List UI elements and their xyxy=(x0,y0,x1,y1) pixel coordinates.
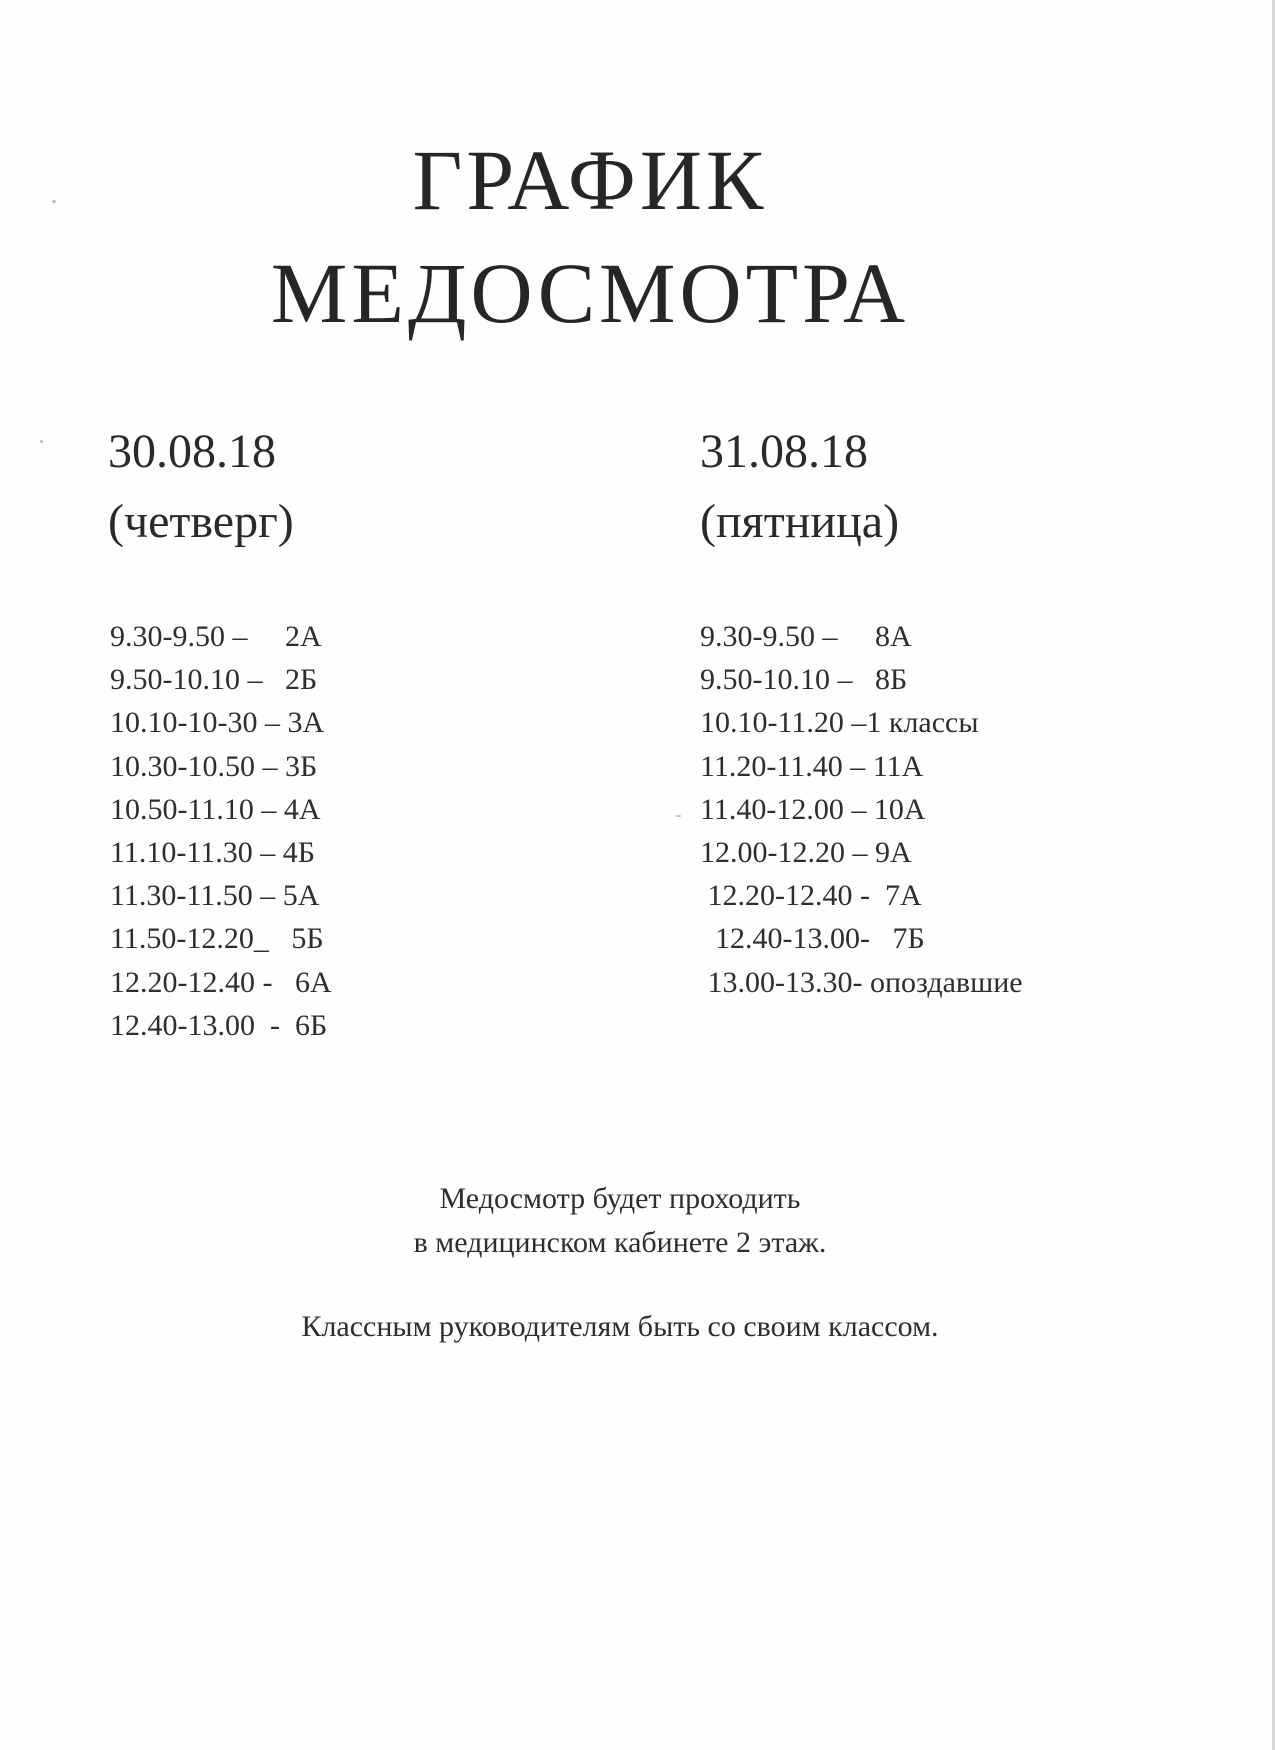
left-weekday: (четверг) xyxy=(108,495,294,548)
scan-speck xyxy=(40,440,43,443)
schedule-row: 11.40-12.00 – 10А xyxy=(700,792,926,826)
notice-line-1: Медосмотр будет проходить xyxy=(439,1182,801,1215)
schedule-row: 9.50-10.10 – 8Б xyxy=(700,663,908,697)
schedule-row: 12.20-12.40 - 6А xyxy=(110,965,332,999)
right-date: 31.08.18 xyxy=(700,425,868,478)
left-schedule-list xyxy=(110,615,332,1047)
schedule-row: 10.50-11.10 – 4А xyxy=(110,792,321,826)
schedule-row: 12.20-12.40 - 7А xyxy=(700,879,922,913)
notice-line-2: в медицинском кабинете 2 этаж. xyxy=(413,1226,827,1259)
schedule-row: 9.50-10.10 – 2Б xyxy=(110,663,318,697)
right-schedule-list xyxy=(700,615,1023,1004)
schedule-row: 12.40-13.00 - 6Б xyxy=(110,1008,328,1042)
schedule-row: 11.10-11.30 – 4Б xyxy=(110,835,315,869)
schedule-row: 12.40-13.00- 7Б xyxy=(700,922,925,956)
schedule-row: 12.00-12.20 – 9А xyxy=(700,835,912,869)
page-title-line-2: МЕДОСМОТРА xyxy=(270,245,910,341)
schedule-row: 10.30-10.50 – 3Б xyxy=(110,749,318,783)
left-date: 30.08.18 xyxy=(108,425,276,478)
scan-speck xyxy=(676,815,681,817)
schedule-row: 10.10-11.20 –1 классы xyxy=(700,706,979,740)
right-weekday: (пятница) xyxy=(700,495,900,548)
schedule-row: 9.30-9.50 – 8А xyxy=(700,620,912,653)
notice-line-3: Классным руководителям быть со своим классом. xyxy=(301,1310,939,1343)
schedule-row: 11.20-11.40 – 11А xyxy=(700,749,924,783)
schedule-row: 9.30-9.50 – 2А xyxy=(110,620,322,653)
page-title-line-1: ГРАФИК xyxy=(412,132,768,228)
schedule-row: 11.30-11.50 – 5А xyxy=(110,879,320,913)
schedule-row: 13.00-13.30- опоздавшие xyxy=(700,965,1023,999)
schedule-row: 10.10-10-30 – 3А xyxy=(110,706,325,740)
schedule-row: 11.50-12.20_ 5Б xyxy=(110,922,324,956)
